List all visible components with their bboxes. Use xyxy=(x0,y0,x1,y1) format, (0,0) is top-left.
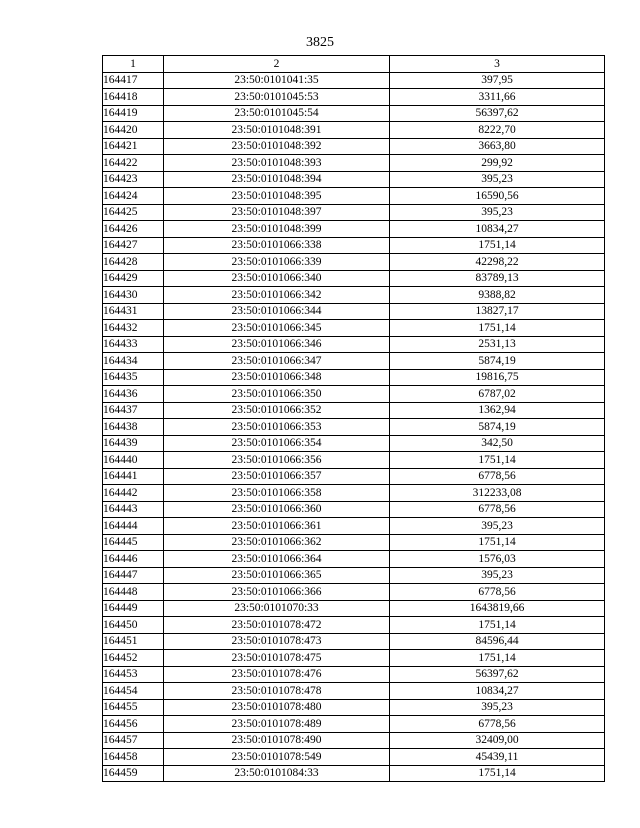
row-number-cell: 164455 xyxy=(103,699,164,716)
table-body xyxy=(103,72,605,782)
table-row xyxy=(103,584,605,601)
row-number-cell: 164438 xyxy=(103,419,164,436)
value-cell: 395,23 xyxy=(390,171,605,188)
table-row xyxy=(103,749,605,766)
row-number-cell: 164441 xyxy=(103,468,164,485)
value-cell: 3311,66 xyxy=(390,89,605,106)
row-number-cell: 164425 xyxy=(103,204,164,221)
value-cell: 19816,75 xyxy=(390,369,605,386)
table-row xyxy=(103,188,605,205)
cadastral-number-cell: 23:50:0101084:33 xyxy=(164,765,390,782)
table-row xyxy=(103,567,605,584)
column-header-1: 1 xyxy=(103,56,164,73)
cadastral-number-cell: 23:50:0101078:473 xyxy=(164,633,390,650)
table-row xyxy=(103,386,605,403)
row-number-cell: 164424 xyxy=(103,188,164,205)
value-cell: 5874,19 xyxy=(390,353,605,370)
cadastral-number-cell: 23:50:0101078:475 xyxy=(164,650,390,667)
table-row xyxy=(103,765,605,782)
table-row xyxy=(103,551,605,568)
row-number-cell: 164417 xyxy=(103,72,164,89)
table-row xyxy=(103,485,605,502)
value-cell: 10834,27 xyxy=(390,221,605,238)
value-cell: 56397,62 xyxy=(390,105,605,122)
table-row xyxy=(103,732,605,749)
table-row xyxy=(103,336,605,353)
table-row xyxy=(103,353,605,370)
row-number-cell: 164459 xyxy=(103,765,164,782)
row-number-cell: 164453 xyxy=(103,666,164,683)
table-row xyxy=(103,89,605,106)
value-cell: 395,23 xyxy=(390,699,605,716)
value-cell: 10834,27 xyxy=(390,683,605,700)
row-number-cell: 164446 xyxy=(103,551,164,568)
table-row xyxy=(103,171,605,188)
value-cell: 2531,13 xyxy=(390,336,605,353)
table-row xyxy=(103,402,605,419)
table-row xyxy=(103,237,605,254)
cadastral-number-cell: 23:50:0101066:358 xyxy=(164,485,390,502)
table-row xyxy=(103,617,605,634)
value-cell: 13827,17 xyxy=(390,303,605,320)
table-row xyxy=(103,270,605,287)
row-number-cell: 164448 xyxy=(103,584,164,601)
table-row xyxy=(103,287,605,304)
row-number-cell: 164427 xyxy=(103,237,164,254)
table-row xyxy=(103,501,605,518)
cadastral-number-cell: 23:50:0101078:490 xyxy=(164,732,390,749)
cadastral-number-cell: 23:50:0101066:348 xyxy=(164,369,390,386)
row-number-cell: 164454 xyxy=(103,683,164,700)
cadastral-number-cell: 23:50:0101048:394 xyxy=(164,171,390,188)
table-row xyxy=(103,452,605,469)
row-number-cell: 164430 xyxy=(103,287,164,304)
column-header-3: 3 xyxy=(390,56,605,73)
row-number-cell: 164420 xyxy=(103,122,164,139)
row-number-cell: 164431 xyxy=(103,303,164,320)
table-row xyxy=(103,254,605,271)
cadastral-number-cell: 23:50:0101066:357 xyxy=(164,468,390,485)
cadastral-number-cell: 23:50:0101048:391 xyxy=(164,122,390,139)
value-cell: 32409,00 xyxy=(390,732,605,749)
table-row xyxy=(103,716,605,733)
row-number-cell: 164457 xyxy=(103,732,164,749)
value-cell: 1751,14 xyxy=(390,650,605,667)
cadastral-number-cell: 23:50:0101078:489 xyxy=(164,716,390,733)
row-number-cell: 164429 xyxy=(103,270,164,287)
value-cell: 6787,02 xyxy=(390,386,605,403)
cadastral-number-cell: 23:50:0101066:365 xyxy=(164,567,390,584)
value-cell: 1751,14 xyxy=(390,534,605,551)
row-number-cell: 164437 xyxy=(103,402,164,419)
value-cell: 1576,03 xyxy=(390,551,605,568)
table-row xyxy=(103,600,605,617)
cadastral-number-cell: 23:50:0101048:397 xyxy=(164,204,390,221)
value-cell: 45439,11 xyxy=(390,749,605,766)
row-number-cell: 164436 xyxy=(103,386,164,403)
cadastral-number-cell: 23:50:0101078:480 xyxy=(164,699,390,716)
table-row xyxy=(103,303,605,320)
row-number-cell: 164435 xyxy=(103,369,164,386)
row-number-cell: 164423 xyxy=(103,171,164,188)
value-cell: 1751,14 xyxy=(390,237,605,254)
value-cell: 6778,56 xyxy=(390,584,605,601)
table-row xyxy=(103,419,605,436)
cadastral-number-cell: 23:50:0101045:54 xyxy=(164,105,390,122)
cadastral-number-cell: 23:50:0101048:393 xyxy=(164,155,390,172)
value-cell: 42298,22 xyxy=(390,254,605,271)
row-number-cell: 164447 xyxy=(103,567,164,584)
table-row xyxy=(103,320,605,337)
cadastral-number-cell: 23:50:0101066:342 xyxy=(164,287,390,304)
cadastral-number-cell: 23:50:0101066:354 xyxy=(164,435,390,452)
value-cell: 56397,62 xyxy=(390,666,605,683)
table-header-row xyxy=(103,56,605,73)
cadastral-number-cell: 23:50:0101041:35 xyxy=(164,72,390,89)
value-cell: 9388,82 xyxy=(390,287,605,304)
value-cell: 342,50 xyxy=(390,435,605,452)
cadastral-number-cell: 23:50:0101078:549 xyxy=(164,749,390,766)
row-number-cell: 164426 xyxy=(103,221,164,238)
cadastral-number-cell: 23:50:0101078:472 xyxy=(164,617,390,634)
cadastral-number-cell: 23:50:0101048:392 xyxy=(164,138,390,155)
row-number-cell: 164422 xyxy=(103,155,164,172)
table-row xyxy=(103,650,605,667)
table-row xyxy=(103,518,605,535)
row-number-cell: 164458 xyxy=(103,749,164,766)
row-number-cell: 164452 xyxy=(103,650,164,667)
table-row xyxy=(103,435,605,452)
row-number-cell: 164419 xyxy=(103,105,164,122)
cadastral-number-cell: 23:50:0101066:339 xyxy=(164,254,390,271)
table-row xyxy=(103,666,605,683)
cadastral-number-cell: 23:50:0101048:399 xyxy=(164,221,390,238)
value-cell: 6778,56 xyxy=(390,716,605,733)
value-cell: 16590,56 xyxy=(390,188,605,205)
row-number-cell: 164428 xyxy=(103,254,164,271)
table-row xyxy=(103,468,605,485)
row-number-cell: 164434 xyxy=(103,353,164,370)
cadastral-number-cell: 23:50:0101066:340 xyxy=(164,270,390,287)
row-number-cell: 164443 xyxy=(103,501,164,518)
cadastral-number-cell: 23:50:0101066:353 xyxy=(164,419,390,436)
value-cell: 397,95 xyxy=(390,72,605,89)
value-cell: 83789,13 xyxy=(390,270,605,287)
row-number-cell: 164440 xyxy=(103,452,164,469)
table-row xyxy=(103,138,605,155)
value-cell: 1643819,66 xyxy=(390,600,605,617)
value-cell: 1751,14 xyxy=(390,320,605,337)
row-number-cell: 164432 xyxy=(103,320,164,337)
cadastral-number-cell: 23:50:0101066:350 xyxy=(164,386,390,403)
table-row xyxy=(103,221,605,238)
row-number-cell: 164418 xyxy=(103,89,164,106)
cadastral-number-cell: 23:50:0101066:362 xyxy=(164,534,390,551)
cadastral-number-cell: 23:50:0101066:352 xyxy=(164,402,390,419)
table-row xyxy=(103,122,605,139)
table-row xyxy=(103,369,605,386)
cadastral-number-cell: 23:50:0101078:478 xyxy=(164,683,390,700)
cadastral-number-cell: 23:50:0101066:360 xyxy=(164,501,390,518)
cadastral-number-cell: 23:50:0101066:346 xyxy=(164,336,390,353)
table-row xyxy=(103,534,605,551)
value-cell: 1751,14 xyxy=(390,765,605,782)
value-cell: 395,23 xyxy=(390,204,605,221)
cadastral-number-cell: 23:50:0101070:33 xyxy=(164,600,390,617)
table-row xyxy=(103,683,605,700)
cadastral-number-cell: 23:50:0101045:53 xyxy=(164,89,390,106)
row-number-cell: 164442 xyxy=(103,485,164,502)
value-cell: 3663,80 xyxy=(390,138,605,155)
cadastral-number-cell: 23:50:0101066:338 xyxy=(164,237,390,254)
cadastral-number-cell: 23:50:0101066:344 xyxy=(164,303,390,320)
value-cell: 8222,70 xyxy=(390,122,605,139)
cadastral-number-cell: 23:50:0101078:476 xyxy=(164,666,390,683)
cadastral-number-cell: 23:50:0101066:356 xyxy=(164,452,390,469)
value-cell: 84596,44 xyxy=(390,633,605,650)
value-cell: 1751,14 xyxy=(390,617,605,634)
cadastral-number-cell: 23:50:0101066:364 xyxy=(164,551,390,568)
page-number: 3825 xyxy=(306,35,334,50)
cadastral-number-cell: 23:50:0101066:347 xyxy=(164,353,390,370)
table-row xyxy=(103,204,605,221)
row-number-cell: 164444 xyxy=(103,518,164,535)
value-cell: 1362,94 xyxy=(390,402,605,419)
table-row xyxy=(103,105,605,122)
row-number-cell: 164433 xyxy=(103,336,164,353)
column-header-2: 2 xyxy=(164,56,390,73)
cadastral-number-cell: 23:50:0101066:361 xyxy=(164,518,390,535)
value-cell: 395,23 xyxy=(390,518,605,535)
row-number-cell: 164451 xyxy=(103,633,164,650)
row-number-cell: 164445 xyxy=(103,534,164,551)
row-number-cell: 164421 xyxy=(103,138,164,155)
value-cell: 6778,56 xyxy=(390,501,605,518)
table-row xyxy=(103,155,605,172)
value-cell: 6778,56 xyxy=(390,468,605,485)
value-cell: 395,23 xyxy=(390,567,605,584)
row-number-cell: 164439 xyxy=(103,435,164,452)
value-cell: 312233,08 xyxy=(390,485,605,502)
value-cell: 5874,19 xyxy=(390,419,605,436)
cadastral-number-cell: 23:50:0101066:345 xyxy=(164,320,390,337)
row-number-cell: 164449 xyxy=(103,600,164,617)
cadastral-number-cell: 23:50:0101048:395 xyxy=(164,188,390,205)
table-row xyxy=(103,72,605,89)
row-number-cell: 164456 xyxy=(103,716,164,733)
cadastral-table xyxy=(102,55,605,782)
value-cell: 299,92 xyxy=(390,155,605,172)
row-number-cell: 164450 xyxy=(103,617,164,634)
table-row xyxy=(103,699,605,716)
value-cell: 1751,14 xyxy=(390,452,605,469)
cadastral-number-cell: 23:50:0101066:366 xyxy=(164,584,390,601)
table-row xyxy=(103,633,605,650)
